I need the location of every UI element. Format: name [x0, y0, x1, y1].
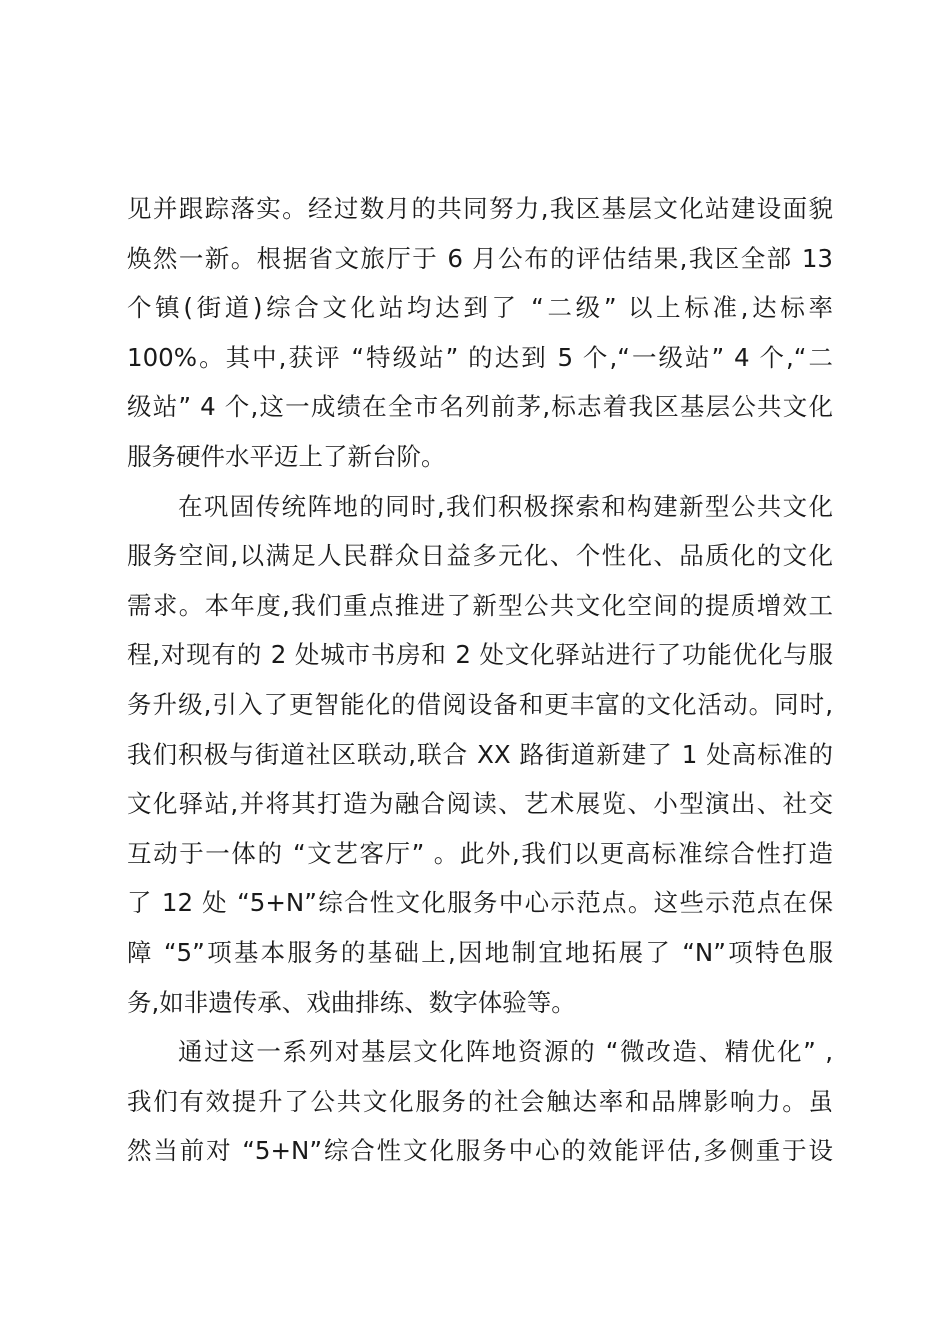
text-line: 见并跟踪落实。经过数月的共同努力,我区基层文化站建设面貌 [127, 194, 833, 223]
text-line: 程,对现有的 2 处城市书房和 2 处文化驿站进行了功能优化与服 [127, 640, 833, 670]
text-line: 服务硬件水平迈上了新台阶。 [127, 441, 446, 471]
text-line: 然当前对 “5+N”综合性文化服务中心的效能评估,多侧重于设 [127, 1136, 833, 1166]
text-line: 务升级,引入了更智能化的借阅设备和更丰富的文化活动。同时, [127, 689, 833, 719]
text-line: 互动于一体的 “文艺客厅” 。此外,我们以更高标准综合性打造 [127, 838, 833, 868]
text-line: 级站” 4 个,这一成绩在全市名列前茅,标志着我区基层公共文化 [127, 392, 833, 422]
text-line: 通过这一系列对基层文化阵地资源的 “微改造、精优化” , [178, 1037, 833, 1067]
text-line: 务,如非遗传承、戏曲排练、数字体验等。 [127, 987, 576, 1017]
paragraph-1 [127, 184, 833, 482]
paragraph-2 [127, 482, 833, 1028]
paragraph-3 [127, 1027, 833, 1176]
text-line: 服务空间,以满足人民群众日益多元化、个性化、品质化的文化 [127, 541, 833, 571]
text-line: 个镇(街道)综合文化站均达到了 “二级” 以上标准,达标率 [127, 293, 833, 323]
text-line: 100%。其中,获评 “特级站” 的达到 5 个,“一级站” 4 个,“二 [127, 342, 833, 372]
text-line: 障 “5”项基本服务的基础上,因地制宜地拓展了 “N”项特色服 [127, 937, 833, 967]
text-line: 文化驿站,并将其打造为融合阅读、艺术展览、小型演出、社交 [127, 789, 833, 819]
text-line: 了 12 处 “5+N”综合性文化服务中心示范点。这些示范点在保 [127, 888, 833, 918]
text-line: 焕然一新。根据省文旅厅于 6 月公布的评估结果,我区全部 13 [127, 243, 833, 273]
document-body [127, 184, 833, 1176]
text-line: 我们有效提升了公共文化服务的社会触达率和品牌影响力。虽 [127, 1086, 833, 1116]
text-line: 我们积极与街道社区联动,联合 XX 路街道新建了 1 处高标准的 [127, 739, 833, 769]
text-line: 需求。本年度,我们重点推进了新型公共文化空间的提质增效工 [127, 590, 833, 620]
text-line: 在巩固传统阵地的同时,我们积极探索和构建新型公共文化 [178, 491, 833, 521]
